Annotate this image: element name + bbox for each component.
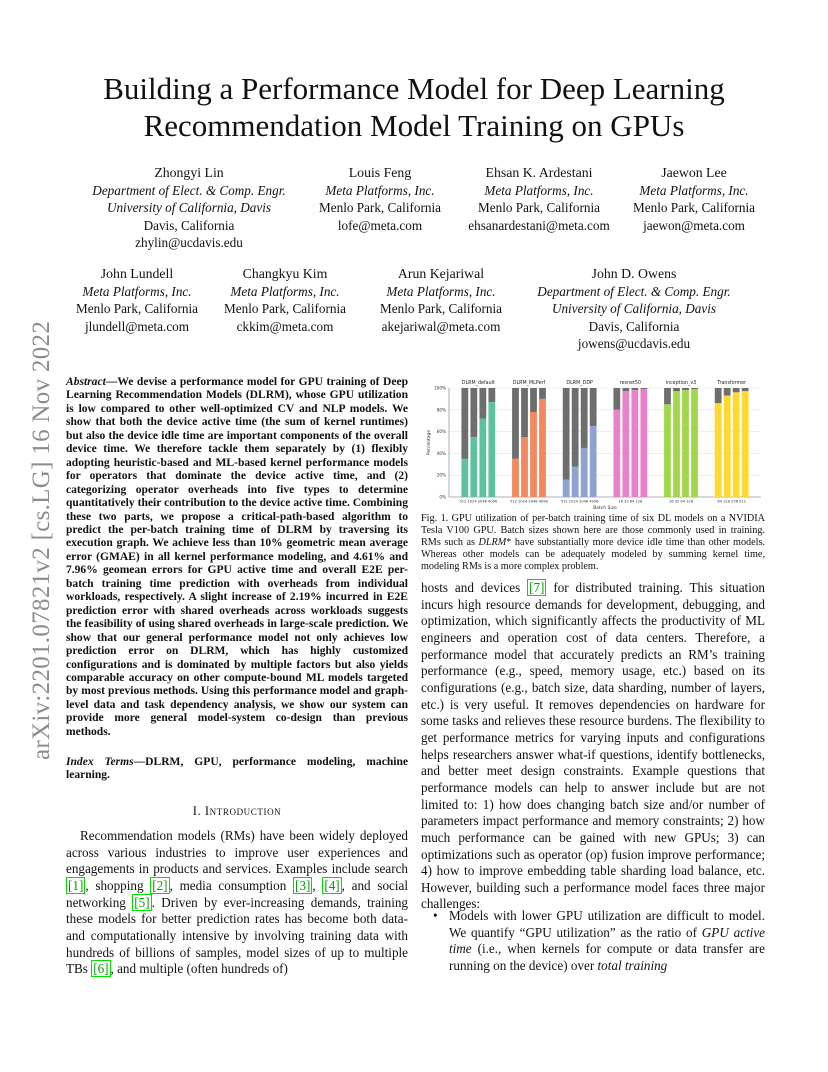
author-location: Menlo Park, California: [224, 301, 346, 316]
intro-paragraph: [66, 828, 408, 978]
author-email: jlundell@meta.com: [84, 318, 190, 334]
author-name: Zhongyi Lin: [154, 165, 224, 180]
section-number: I.: [192, 804, 205, 818]
bar-idle-segment: [640, 388, 647, 389]
bar-active-segment: [461, 459, 468, 497]
bar-active-segment: [470, 437, 477, 497]
bar-active-segment: [479, 419, 486, 497]
author-block: [305, 164, 455, 234]
bar-active-segment: [682, 390, 689, 497]
bar-active-segment: [590, 426, 597, 497]
author-block: [84, 164, 294, 252]
bar-active-segment: [691, 389, 698, 497]
author-name: Jaewon Lee: [661, 165, 727, 180]
author-name: John D. Owens: [591, 266, 677, 281]
y-tick-label: 40%: [436, 450, 446, 456]
bar-active-segment: [563, 480, 570, 497]
figure-caption: [421, 513, 765, 573]
bar-idle-segment: [488, 388, 495, 402]
author-email: jowens@ucdavis.edu: [577, 336, 691, 351]
author-affiliation: Meta Platforms, Inc.: [484, 182, 594, 198]
author-affiliation: University of California, Davis: [551, 301, 717, 316]
arxiv-identifier: arXiv:2201.07821v2 [cs.LG] 16 Nov 2022: [28, 320, 55, 760]
bar-idle-segment: [539, 388, 546, 399]
bar-idle-segment: [581, 388, 588, 448]
bar-active-segment: [742, 391, 749, 497]
author-block: [366, 265, 516, 335]
bar-active-segment: [530, 412, 537, 497]
paper-title: [60, 70, 768, 144]
bar-active-segment: [512, 459, 519, 497]
list-emphasis: total training: [597, 957, 668, 973]
intro-text: , and multiple (often hundreds of): [110, 961, 288, 977]
author-name: Louis Feng: [348, 165, 412, 180]
bar-idle-segment: [733, 388, 740, 392]
x-tick-label: 16 32 64 128: [618, 499, 643, 504]
group-title: DLRM_default: [461, 381, 495, 386]
author-location: Menlo Park, California: [319, 200, 441, 215]
bar-active-segment: [631, 390, 638, 497]
intro-text: Recommendation models (RMs) have been widely deployed across various industries to improve user experiences and engagements in products and services. Examples include search: [66, 828, 408, 877]
title-line-1: Building a Performance Model for Deep Learning: [103, 71, 725, 106]
author-location: Menlo Park, California: [478, 200, 600, 215]
bar-idle-segment: [664, 388, 671, 404]
bar-idle-segment: [461, 388, 468, 459]
list-item-text: [449, 908, 765, 975]
x-axis-label: Batch Size: [593, 506, 617, 511]
citation-link[interactable]: [7]: [529, 580, 545, 595]
intro-text: , media consumption: [169, 877, 293, 893]
group-title: Transformer: [717, 381, 747, 386]
body-paragraph: [421, 580, 765, 913]
author-affiliation: Meta Platforms, Inc.: [325, 182, 435, 198]
y-axis-label: Percentage: [427, 429, 432, 456]
bar-idle-segment: [521, 388, 528, 437]
author-affiliation: University of California, Davis: [106, 200, 272, 215]
y-tick-label: 80%: [436, 407, 446, 413]
bar-active-segment: [724, 396, 731, 497]
bar-active-segment: [581, 448, 588, 497]
bar-active-segment: [640, 389, 647, 497]
author-block: [622, 164, 766, 234]
author-block: [458, 164, 620, 234]
bar-idle-segment: [512, 388, 519, 459]
bar-active-segment: [521, 437, 528, 497]
author-affiliation: Meta Platforms, Inc.: [386, 283, 496, 299]
caption-emphasis: DLRM: [478, 537, 507, 548]
index-terms-heading: Index Terms: [66, 756, 134, 768]
bar-idle-segment: [590, 388, 597, 426]
author-block: [64, 265, 210, 335]
bar-idle-segment: [682, 388, 689, 390]
author-name: John Lundell: [100, 266, 174, 281]
author-affiliation: Meta Platforms, Inc.: [639, 182, 749, 198]
author-name: Ehsan K. Ardestani: [485, 165, 593, 180]
author-name: Arun Kejariwal: [397, 266, 485, 281]
index-terms: [66, 756, 408, 783]
author-affiliation: Department of Elect. & Comp. Engr.: [92, 182, 286, 198]
intro-text: . Driven by ever-increasing demands, training these models for better prediction rates has become both data- and computationally intensive by involving training data with hundreds of billions of samples, model sizes of up to multiple TBs: [66, 894, 409, 977]
section-title: Introduction: [204, 804, 282, 818]
bar-idle-segment: [613, 388, 620, 410]
list-text: Models with lower GPU utilization are difficult to model. We quantify “GPU utilization” as the ratio of: [449, 908, 765, 940]
bar-idle-segment: [479, 388, 486, 419]
group-title: DLRM_MLPerf: [512, 381, 546, 386]
citation-link[interactable]: [1]: [68, 877, 84, 893]
intro-text: , and social networking: [66, 877, 408, 910]
author-email: akejariwal@meta.com: [381, 318, 501, 334]
bar-idle-segment: [530, 388, 537, 412]
bar-idle-segment: [673, 388, 680, 391]
gpu-utilization-chart: [421, 374, 765, 512]
abstract-text: —We devise a performance model for GPU training of Deep Learning Recommendation Models (DLRM), whose GPU utilization is low compared to other well-optimized CV and NLP models. We show that both the device active time (the sum of kernel runtimes) but also the device idle time are important components of the overall device time. We therefore tackle them separately by (1) flexibly adopting heuristic-based and ML-based kernel performance models for operators that dominate the device active time, and (2) categorizing operator overheads into five types to determine quantitatively their contribution to the device active time. Combining these two parts, we propose a critical-path-based algorithm to predict the per-batch training time of DLRM by traversing its execution graph. We achieve less than 10% geometric mean average error (GMAE) in all kernel performance modeling, and 4.61% and 7.96% geomean errors for GPU active time and overall E2E per-batch training time prediction with overheads from individual workloads, respectively. A slight increase of 2.19% incurred in E2E prediction error with shared overheads across workloads suggests the feasibility of using shared overheads in large-scale prediction. We show that our general performance model not only achieves low prediction error on DLRM, which has highly customized configurations and is dominated by multiple factors but also yields comparable accuracy on other compute-bound ML models targeted by most previous methods. Using this performance model and graph-level data and task dependency analysis, we show our system can provide more general model-system co-design than previous methods.: [66, 376, 408, 738]
y-tick-label: 60%: [436, 429, 446, 435]
body-text: for distributed training. This situation incurs high resource demands for development, debugging, and optimization, which significantly affects the productivity of ML engineers and operation cost of data centers. Therefore, a performance model that accurately predicts an RM’s training performance (e.g., speed, memory usage, etc.) based on its configurations (e.g., batch size, data sharding, number of layers, etc.) is very useful. It removes dependencies on hardware for some tasks and relieves these resource burdens. The flexibility to get performance metrics for varying inputs and configurations helps researchers answer what-if questions, identify bottlenecks, and better meet design constraints. Example questions that performance models can help to answer include but are not limited to: 1) how does changing batch size and/or number of parameters impact performance and memory constraints; 2) how much performance can be gained with new GPUs; 3) can optimizations such as operator (op) fusion improve performance; 4) how to improve embedding table sharding load balance, etc. However, building such a performance model faces three major challenges:: [421, 580, 765, 912]
author-affiliation: Meta Platforms, Inc.: [82, 283, 192, 299]
x-tick-label: 512 1024 2048 4096: [560, 499, 599, 504]
bar-active-segment: [539, 399, 546, 497]
section-heading: [66, 804, 408, 819]
author-affiliation: Department of Elect. & Comp. Engr.: [537, 283, 731, 299]
citation-link[interactable]: [2]: [152, 877, 168, 893]
author-email: lofe@meta.com: [337, 217, 423, 233]
bullet-icon: •: [433, 908, 438, 923]
bar-idle-segment: [563, 388, 570, 480]
x-tick-label: 512 1024 2048 4096: [459, 499, 498, 504]
abstract: [66, 376, 408, 739]
citation-link[interactable]: [3]: [295, 877, 311, 893]
bar-idle-segment: [572, 388, 579, 466]
body-text: hosts and devices: [421, 580, 528, 595]
bar-idle-segment: [724, 388, 731, 396]
intro-text: , shopping: [85, 877, 151, 893]
author-block: [524, 265, 744, 353]
title-line-2: Recommendation Model Training on GPUs: [143, 108, 685, 143]
x-tick-label: 64 128 256 512: [717, 499, 746, 504]
bar-idle-segment: [470, 388, 477, 437]
group-title: inception_v3: [665, 381, 697, 386]
bar-active-segment: [488, 402, 495, 497]
author-location: Davis, California: [143, 217, 235, 233]
bar-active-segment: [715, 403, 722, 497]
bar-idle-segment: [691, 388, 698, 389]
author-affiliation: Meta Platforms, Inc.: [230, 283, 340, 299]
author-location: Menlo Park, California: [633, 200, 755, 215]
abstract-heading: Abstract: [66, 376, 106, 388]
group-title: DLRM_DDP: [566, 381, 593, 386]
author-location: Menlo Park, California: [380, 301, 502, 316]
author-location: Menlo Park, California: [76, 301, 198, 316]
y-tick-label: 100%: [434, 385, 446, 391]
bar-active-segment: [572, 466, 579, 497]
bar-idle-segment: [622, 388, 629, 391]
author-email: jaewon@meta.com: [643, 217, 745, 233]
bar-active-segment: [613, 410, 620, 497]
y-tick-label: 0%: [439, 494, 446, 500]
list-text: (i.e., when kernels for compute or data transfer are running on the device) over: [449, 941, 765, 973]
caption-text: * have substantially more device idle time than other models. Whereas other models can be adequately modeled by summing kernel time, modeling RMs is a more complex problem.: [421, 537, 766, 572]
author-name: Changkyu Kim: [242, 266, 328, 281]
citation-link[interactable]: [6]: [93, 961, 109, 977]
author-email: ckkim@meta.com: [236, 318, 334, 334]
bar-active-segment: [622, 391, 629, 497]
group-title: resnet50: [619, 381, 641, 386]
x-tick-label: 512 1024 2048 4096: [510, 499, 548, 504]
bar-active-segment: [733, 392, 740, 497]
author-location: Davis, California: [588, 318, 680, 334]
bar-idle-segment: [631, 388, 638, 390]
bar-active-segment: [664, 404, 671, 497]
bar-active-segment: [673, 391, 680, 497]
y-tick-label: 20%: [436, 472, 446, 478]
intro-text: ,: [312, 877, 323, 893]
figure-1: [421, 374, 765, 512]
index-terms-text: —DLRM, GPU, performance modeling, machine learning.: [66, 756, 408, 782]
author-email: zhylin@ucdavis.edu: [135, 235, 243, 250]
caption-text: Fig. 1. GPU utilization of per-batch training time of six DL models on a NVIDIA Tesla V100 GPU. Batch sizes shown here are those commonly used in training. RMs such as: [421, 513, 765, 548]
x-tick-label: 16 32 64 128: [668, 499, 694, 504]
list-emphasis: GPU active time: [449, 924, 765, 957]
citation-link[interactable]: [5]: [134, 894, 150, 910]
bar-idle-segment: [715, 388, 722, 403]
author-block: [212, 265, 358, 335]
bar-idle-segment: [742, 388, 749, 391]
citation-link[interactable]: [4]: [324, 877, 340, 893]
author-email: ehsanardestani@meta.com: [468, 217, 610, 233]
